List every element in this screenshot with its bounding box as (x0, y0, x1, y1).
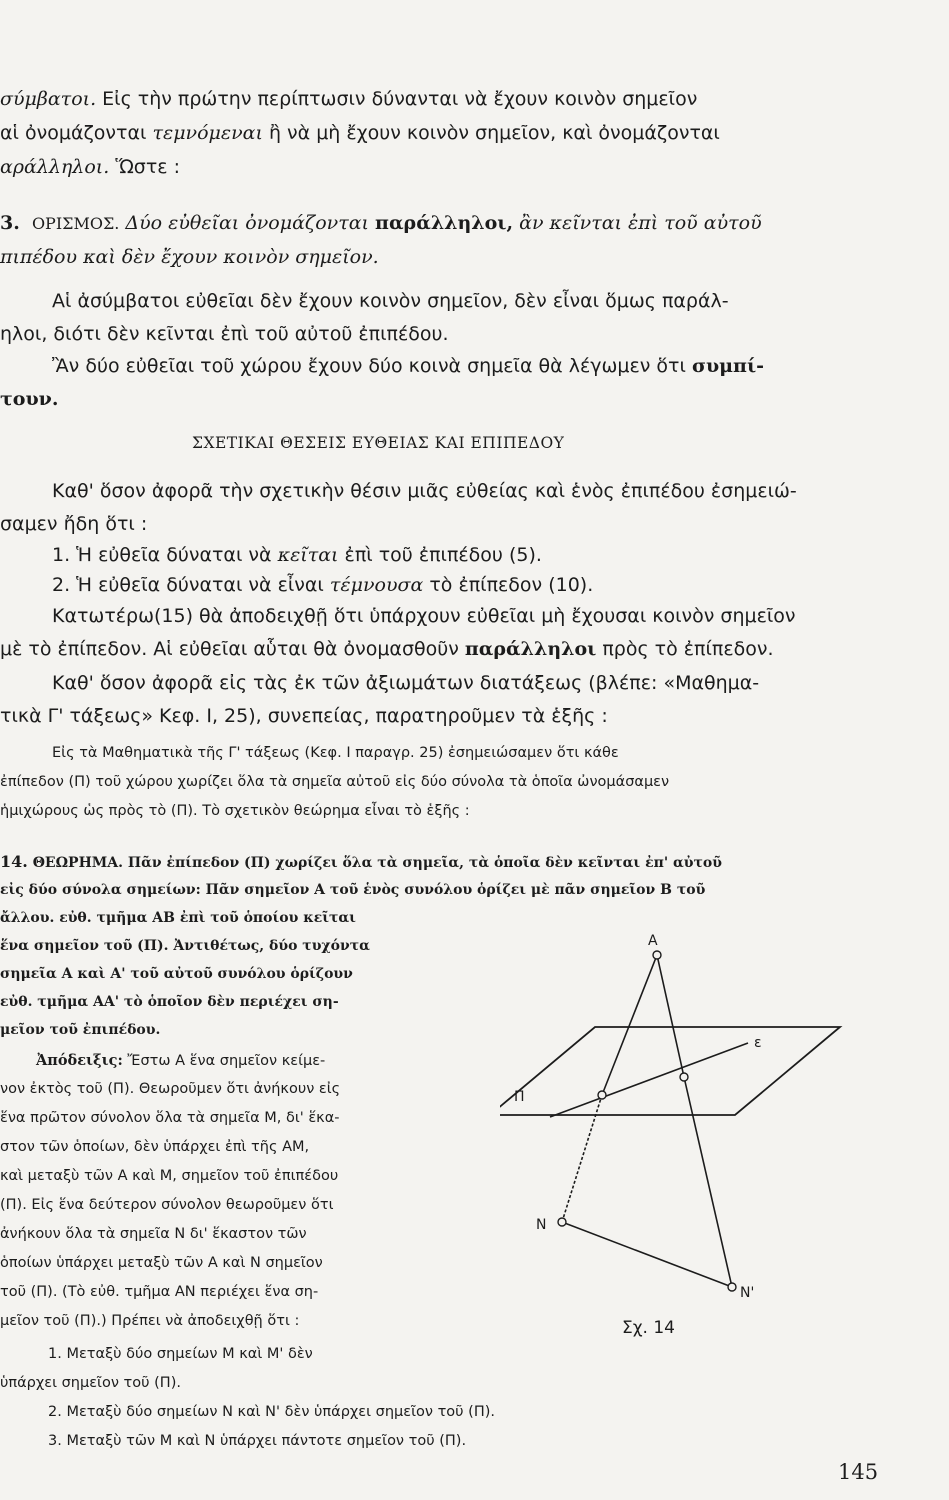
figure-caption: Σχ. 14 (622, 1318, 676, 1338)
para3-line-2: σαμεν ἤδη ὅτι : (0, 513, 148, 535)
note-line-2: ἐπίπεδον (Π) τοῦ χώρου χωρίζει ὅλα τὰ σημεῖα αὐτοῦ εἰς δύο σύνολα τὰ ὁποῖα ὠνομάσαμεν (0, 774, 670, 790)
intro-line-3-text: Ὥστε : (109, 156, 180, 178)
proof-line-1 (36, 1052, 325, 1070)
note-line-1: Εἰς τὰ Μαθηματικὰ τῆς Γ' τάξεως (Κεφ. Ι παραγρ. 25) ἐσημειώσαμεν ὅτι κάθε (52, 745, 619, 761)
para4-term: παράλληλοι (464, 638, 597, 660)
para2-text: Ἂν δύο εὐθεῖαι τοῦ χώρου ἔχουν δύο κοινὰ σημεῖα θὰ λέγωμεν ὅτι (52, 355, 692, 377)
intro-italic-term-3: αράλληλοι. (0, 156, 110, 178)
intro-line-2 (0, 122, 720, 145)
para3-line-1: Καθ' ὅσον ἀφορᾶ τὴν σχετικὴν θέσιν μιᾶς εὐθείας καὶ ἑνὸς ἐπιπέδου ἐσημειώ- (52, 480, 797, 502)
theorem-line-4: ἕνα σημεῖον τοῦ (Π). Ἀντιθέτως, δύο τυχόντα (0, 938, 370, 954)
page-number: 145 (838, 1460, 879, 1484)
intro-line-2-text-a: αἱ ὀνομάζονται (0, 122, 153, 144)
label-a: Α (648, 933, 658, 949)
para2-line-2: τουν. (0, 388, 59, 410)
theorem-line-6: εὐθ. τμῆμα ΑΑ' τὸ ὁποῖον δὲν περιέχει ση- (0, 994, 339, 1010)
line-epsilon (550, 1043, 748, 1117)
para1-line-2: ηλοι, διότι δὲν κεῖνται ἐπὶ τοῦ αὐτοῦ ἐπιπέδου. (0, 323, 449, 345)
segment-to-n (562, 1095, 602, 1222)
proof-line-3: ἕνα πρῶτον σύνολον ὅλα τὰ σημεῖα Μ, δι' ἕκα- (0, 1110, 340, 1126)
segment-to-n-prime (684, 1077, 732, 1287)
list1-item-2-italic: τέμνουσα (329, 574, 424, 596)
para4-line-2-text-b: πρὸς τὸ ἐπίπεδον. (596, 638, 774, 660)
intro-line-1 (0, 88, 697, 111)
label-n-prime: Ν' (740, 1285, 755, 1301)
theorem-number: 14. (0, 852, 28, 871)
proof-line-9: τοῦ (Π). (Τὸ εὐθ. τμῆμα ΑΝ περιέχει ἕνα ση- (0, 1284, 319, 1300)
theorem-line-3: ἄλλου. εὐθ. τμῆμα ΑΒ ἐπὶ τοῦ ὁποίου κεῖται (0, 910, 356, 926)
proof-line-6: (Π). Εἰς ἕνα δεύτερον σύνολον θεωροῦμεν ὅτι (0, 1197, 334, 1213)
theorem-line-5: σημεῖα Α καὶ Α' τοῦ αὐτοῦ συνόλου ὁρίζουν (0, 966, 353, 982)
definition-line-2: πιπέδου καὶ δὲν ἔχουν κοινὸν σημεῖον. (0, 246, 379, 268)
list1-item-2-text-a: 2. Ἡ εὐθεῖα δύναται νὰ εἶναι (52, 574, 330, 596)
proof-item-1-line-1: 1. Μεταξὺ δύο σημείων Μ καὶ Μ' δὲν (48, 1346, 313, 1362)
para4-line-2-text-a: μὲ τὸ ἐπίπεδον. Αἱ εὐθεῖαι αὗται θὰ ὀνομασθοῦν (0, 638, 465, 660)
point-intersection-right (680, 1073, 688, 1081)
intro-italic-term-2: τεμνόμεναι (152, 122, 263, 144)
intro-italic-term: σύμβατοι. (0, 88, 97, 110)
point-n-prime (728, 1283, 736, 1291)
proof-line-7: ἀνήκουν ὅλα τὰ σημεῖα Ν δι' ἕκαστον τῶν (0, 1226, 307, 1242)
segment-a-right (657, 955, 684, 1077)
para5-line-1: Καθ' ὅσον ἀφορᾶ εἰς τὰς ἐκ τῶν ἀξιωμάτων διατάξεως (βλέπε: «Μαθημα- (52, 672, 760, 694)
para2-line-1 (52, 355, 764, 378)
intro-line-2-text-b: ἢ νὰ μὴ ἔχουν κοινὸν σημεῖον, καὶ ὀνομάζονται (262, 122, 720, 144)
intro-line-3 (0, 156, 180, 179)
proof-line-8: ὁποίων ὑπάρχει μεταξὺ τῶν Α καὶ Ν σημεῖον (0, 1255, 323, 1271)
segment-a-left (602, 955, 657, 1095)
proof-line-10: μεῖον τοῦ (Π).) Πρέπει νὰ ἀποδειχθῇ ὅτι : (0, 1313, 300, 1329)
list1-item-1-italic: κεῖται (277, 544, 339, 566)
label-epsilon: ε (754, 1035, 762, 1051)
theorem-line-1-text: Πᾶν ἐπίπεδον (Π) χωρίζει ὅλα τὰ σημεῖα, τὰ ὁποῖα δὲν κεῖνται ἐπ' αὐτοῦ (123, 855, 722, 871)
para4-line-2 (0, 638, 774, 661)
definition-line-1 (0, 212, 762, 235)
label-plane: Π (514, 1089, 525, 1105)
proof-line-2: νον ἐκτὸς τοῦ (Π). Θεωροῦμεν ὅτι ἀνήκουν εἰς (0, 1081, 341, 1097)
proof-item-1-line-2: ὑπάρχει σημεῖον τοῦ (Π). (0, 1375, 181, 1391)
theorem-line-2: εἰς δύο σύνολα σημείων: Πᾶν σημεῖον Α τοῦ ἑνὸς συνόλου ὁρίζει μὲ πᾶν σημεῖον Β τοῦ (0, 882, 706, 898)
proof-line-5: καὶ μεταξὺ τῶν Α καὶ Μ, σημεῖον τοῦ ἐπιπέδου (0, 1168, 339, 1184)
plane-parallelogram (500, 1027, 840, 1115)
segment-n-n-prime (562, 1222, 732, 1287)
note-line-3: ἡμιχώρους ὡς πρὸς τὸ (Π). Τὸ σχετικὸν θεώρημα εἶναι τὸ ἑξῆς : (0, 803, 470, 819)
list1-item-1 (52, 544, 542, 567)
point-n (558, 1218, 566, 1226)
para2-term-1: συμπί- (691, 355, 765, 377)
point-a (653, 951, 661, 959)
point-intersection-left (598, 1091, 606, 1099)
list1-item-2-text-b: τὸ ἐπίπεδον (10). (423, 574, 594, 596)
definition-text-b: ἂν κεῖνται ἐπὶ τοῦ αὐτοῦ (513, 212, 762, 234)
proof-item-2: 2. Μεταξὺ δύο σημείων Ν καὶ Ν' δὲν ὑπάρχει σημεῖον τοῦ (Π). (48, 1404, 496, 1420)
para5-line-2: τικὰ Γ' τάξεως» Κεφ. Ι, 25), συνεπείας, παρατηροῦμεν τὰ ἑξῆς : (0, 705, 608, 727)
figure-14-diagram (500, 925, 860, 1315)
para1-line-1: Αἱ ἀσύμβατοι εὐθεῖαι δὲν ἔχουν κοινὸν σημεῖον, δὲν εἶναι ὅμως παράλ- (52, 290, 729, 312)
theorem-line-7: μεῖον τοῦ ἐπιπέδου. (0, 1022, 161, 1038)
section-heading: ΣΧΕΤΙΚΑΙ ΘΕΣΕΙΣ ΕΥΘΕΙΑΣ ΚΑΙ ΕΠΙΠΕΔΟΥ (192, 434, 565, 452)
list1-item-1-text-b: ἐπὶ τοῦ ἐπιπέδου (5). (338, 544, 542, 566)
definition-text-a: Δύο εὐθεῖαι ὀνομάζονται (119, 212, 376, 234)
intro-line-1-text: Εἰς τὴν πρώτην περίπτωσιν δύνανται νὰ ἔχουν κοινὸν σημεῖον (96, 88, 698, 110)
proof-line-1-text: Ἔστω Α ἕνα σημεῖον κείμε- (122, 1053, 326, 1069)
theorem-line-1 (0, 852, 722, 872)
list1-item-2 (52, 574, 593, 597)
definition-term: παράλληλοι, (375, 212, 514, 234)
para4-line-1: Κατωτέρω(15) θὰ ἀποδειχθῇ ὅτι ὑπάρχουν εὐθεῖαι μὴ ἔχουσαι κοινὸν σημεῖον (52, 605, 796, 627)
proof-label: Ἀπόδειξις: (36, 1052, 123, 1069)
theorem-label: ΘΕΩΡΗΜΑ. (32, 855, 124, 871)
list1-item-1-text-a: 1. Ἡ εὐθεῖα δύναται νὰ (52, 544, 278, 566)
definition-label: ΟΡΙΣΜΟΣ. (31, 214, 120, 233)
label-n: Ν (536, 1217, 547, 1233)
proof-item-3: 3. Μεταξὺ τῶν Μ καὶ Ν ὑπάρχει πάντοτε σημεῖον τοῦ (Π). (48, 1433, 467, 1449)
proof-line-4: στον τῶν ὁποίων, δὲν ὑπάρχει ἐπὶ τῆς ΑΜ, (0, 1139, 310, 1155)
definition-number: 3. (0, 212, 20, 234)
